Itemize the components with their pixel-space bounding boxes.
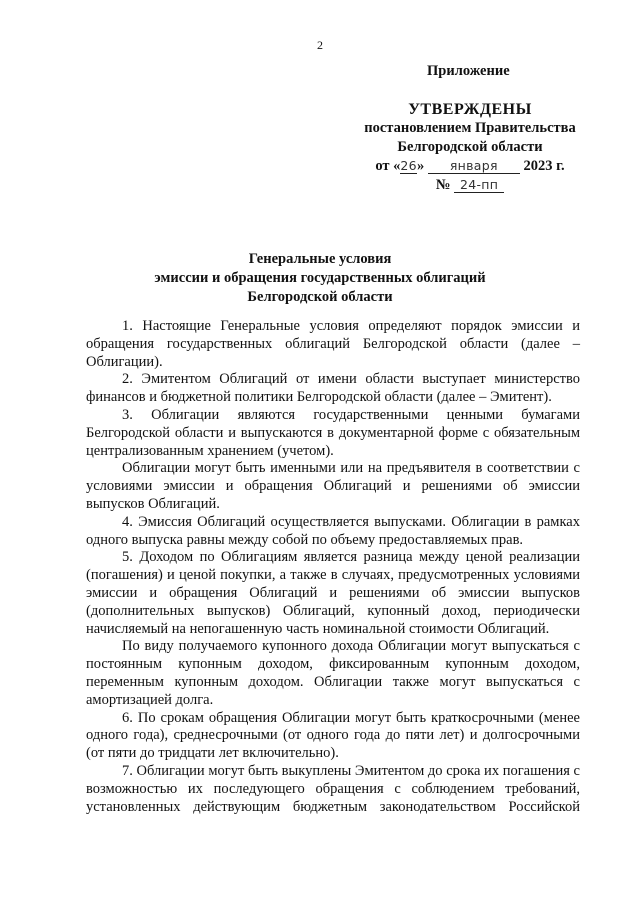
number-prefix: № xyxy=(435,177,451,193)
title-line-3: Белгородской области xyxy=(247,289,393,305)
page-number: 2 xyxy=(317,38,323,52)
date-prefix: от « xyxy=(375,158,401,174)
approval-line-1: постановлением Правительства xyxy=(364,120,576,136)
paragraph-4: Облигации могут быть именными или на предъявителя в соответствии с условиями эмиссии и обращения Облигаций и решениями об эмиссии выпусков Облигаций. xyxy=(86,460,580,512)
date-month: января xyxy=(428,159,520,174)
paragraph-8: 6. По срокам обращения Облигации могут быть краткосрочными (менее одного года), среднесрочными (от одного года до пяти лет) и долгосрочными (от пяти до тридцати лет включительно). xyxy=(86,709,580,762)
appendix-label: Приложение xyxy=(427,63,510,79)
date-day: 26 xyxy=(400,158,417,173)
paragraph-9: 7. Облигации могут быть выкуплены Эмитентом до срока их погашения с возможностью их последующего обращения с соблюдением требований, установленных действующим бюджетным законодательством Российской xyxy=(86,762,580,815)
document-body xyxy=(86,318,580,816)
paragraph-1: 1. Настоящие Генеральные условия определяют порядок эмиссии и обращения государственных облигаций Белгородской области (далее – Облигации). xyxy=(86,318,580,370)
title-line-1: Генеральные условия xyxy=(248,251,392,267)
title-line-2: эмиссии и обращения государственных облигаций xyxy=(154,270,486,286)
approval-block xyxy=(350,100,590,195)
paragraph-7: По виду получаемого купонного дохода Облигации могут выпускаться с постоянным купонным доходом, фиксированным купонным доходом, переменным купонным доходом. Облигации также могут выпускаться с амортизацией долга. xyxy=(86,638,580,708)
number-value: 24-пп xyxy=(454,178,504,193)
approval-title: УТВЕРЖДЕНЫ xyxy=(408,101,532,118)
paragraph-6: 5. Доходом по Облигациям является разница между ценой реализации (погашения) и ценой покупки, а также в случаях, предусмотренных условиями эмиссии и обращения Облигаций и решениями об эмиссии выпусков (дополнительных выпусков) Облигаций, купонный доход, периодически начисляемый на непогашенную часть номинальной стоимости Облигаций. xyxy=(86,549,580,637)
paragraph-5: 4. Эмиссия Облигаций осуществляется выпусками. Облигации в рамках одного выпуска равны между собой по объему предоставляемых прав. xyxy=(86,513,580,548)
paragraph-3: 3. Облигации являются государственными ценными бумагами Белгородской области и выпускаются в документарной форме с обязательным централизованным хранением (учетом). xyxy=(86,406,580,459)
date-mid: » xyxy=(416,158,425,174)
paragraph-2: 2. Эмитентом Облигаций от имени области выступает министерство финансов и бюджетной политики Белгородской области (далее – Эмитент). xyxy=(86,371,580,406)
approval-line-2: Белгородской области xyxy=(397,139,543,155)
approval-date xyxy=(350,157,590,176)
date-year: 2023 г. xyxy=(523,158,565,174)
document-title xyxy=(0,250,640,307)
approval-number xyxy=(350,176,590,195)
